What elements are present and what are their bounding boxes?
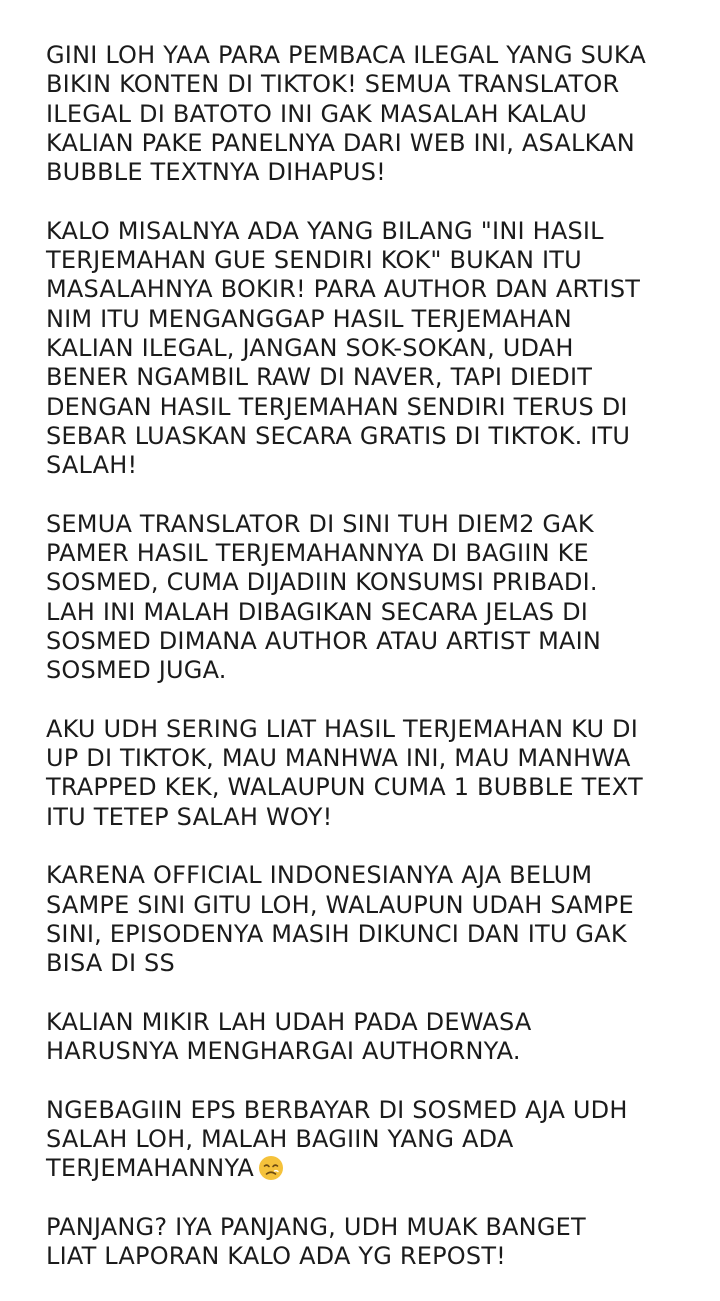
paragraph-7-text: NGEBAGIIN EPS BERBAYAR DI SOSMED AJA UDH SALAH LOH, MALAH BAGIIN YANG ADA TERJEMAHANNYA <box>46 1095 628 1183</box>
paragraph-2: KALO MISALNYA ADA YANG BILANG "INI HASIL TERJEMAHAN GUE SENDIRI KOK" BUKAN ITU MASALAHNYA BOKIR! PARA AUTHOR DAN ARTIST NIM ITU MENGANGGAP HASIL TERJEMAHAN KALIAN ILEGAL, JANGAN SOK-SOKAN, UDAH BENER NGAMBIL RAW DI NAVER, TAPI DIEDIT DENGAN HASIL TERJEMAHAN SENDIRI TERUS DI SEBAR LUASKAN SECARA GRATIS DI TIKTOK. ITU SALAH! <box>46 216 641 480</box>
paragraph-6: KALIAN MIKIR LAH UDAH PADA DEWASA HARUSNYA MENGHARGAI AUTHORNYA. <box>46 1007 532 1066</box>
paragraph-7 <box>46 1096 706 1184</box>
paragraph-1: GINI LOH YAA PARA PEMBACA ILEGAL YANG SUKA BIKIN KONTEN DI TIKTOK! SEMUA TRANSLATOR ILEGAL DI BATOTO INI GAK MASALAH KALAU KALIAN PAKE PANELNYA DARI WEB INI, ASALKAN BUBBLE TEXTNYA DIHAPUS! <box>46 41 647 187</box>
paragraph-3: SEMUA TRANSLATOR DI SINI TUH DIEM2 GAK PAMER HASIL TERJEMAHANNYA DI BAGIIN KE SOSMED, CUMA DIJADIIN KONSUMSI PRIBADI. LAH INI MALAH DIBAGIKAN SECARA JELAS DI SOSMED DIMANA AUTHOR ATAU ARTIST MAIN SOSMED JUGA. <box>46 509 602 685</box>
paragraph-8: PANJANG? IYA PANJANG, UDH MUAK BANGET LIAT LAPORAN KALO ADA YG REPOST! <box>46 1212 586 1271</box>
tired-face-emoji-icon <box>258 1155 284 1181</box>
announcement-text <box>46 41 706 1301</box>
paragraph-5: KARENA OFFICIAL INDONESIANYA AJA BELUM SAMPE SINI GITU LOH, WALAUPUN UDAH SAMPE SINI, EPISODENYA MASIH DIKUNCI DAN ITU GAK BISA DI SS <box>46 861 634 978</box>
paragraph-4: AKU UDH SERING LIAT HASIL TERJEMAHAN KU DI UP DI TIKTOK, MAU MANHWA INI, MAU MANHWA TRAPPED KEK, WALAUPUN CUMA 1 BUBBLE TEXT ITU TETEP SALAH WOY! <box>46 714 643 831</box>
